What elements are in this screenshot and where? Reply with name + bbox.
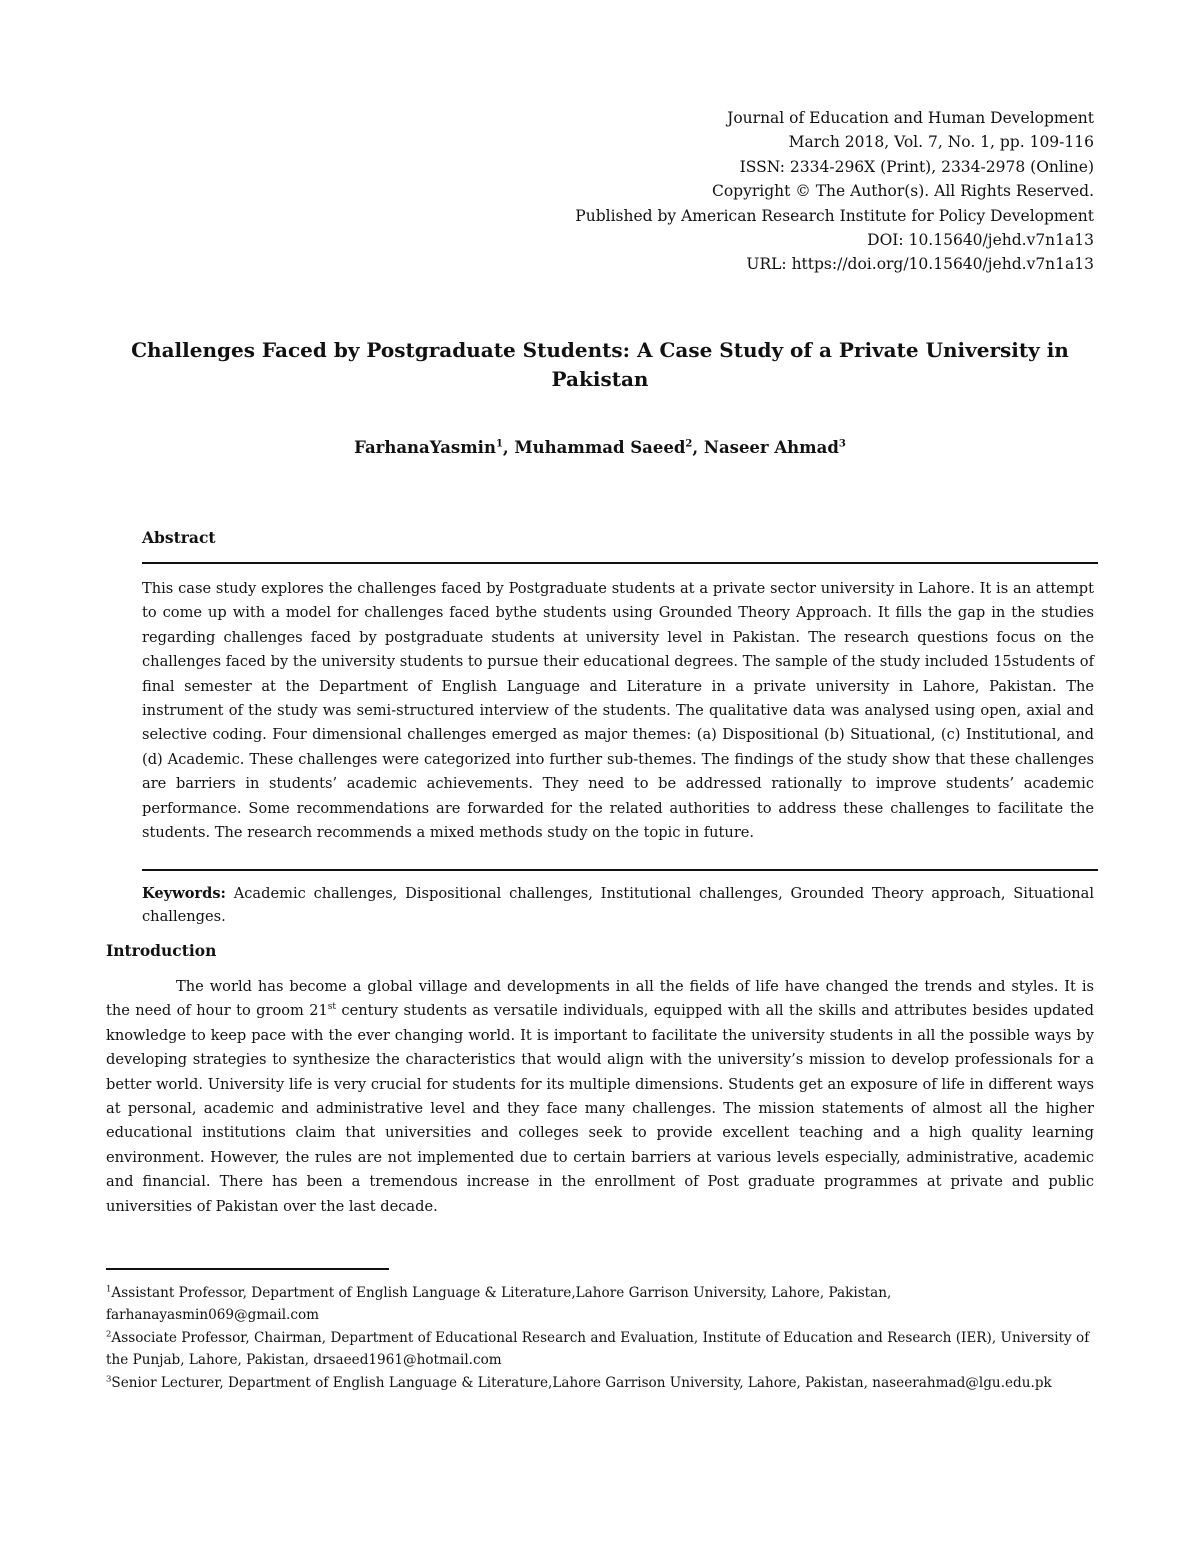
journal-name: Journal of Education and Human Development	[727, 109, 1094, 127]
journal-info	[575, 106, 1094, 277]
footnote-mark: 2	[106, 1329, 112, 1340]
introduction-paragraph	[106, 975, 1094, 1219]
paper-title: Challenges Faced by Postgraduate Students: A Case Study of a Private University in Pakistan	[131, 338, 1069, 391]
author-name: FarhanaYasmin	[354, 438, 496, 457]
abstract-top-rule	[142, 562, 1098, 564]
author-separator: ,	[692, 438, 704, 457]
introduction-heading: Introduction	[106, 941, 217, 960]
journal-issn: ISSN: 2334-296X (Print), 2334-2978 (Online)	[739, 157, 1094, 176]
journal-publisher: Published by American Research Institute for Policy Development	[575, 206, 1094, 225]
keywords-text: Academic challenges, Dispositional challenges, Institutional challenges, Grounded Theory approach, Situational challenges.	[142, 885, 1094, 925]
intro-text-part: The world has become a global village and developments in all the fields of life have changed the trends and styles. It is the need of hour to groom 21	[106, 978, 1094, 1020]
footnote	[106, 1282, 1094, 1326]
author-separator: ,	[502, 438, 515, 457]
footnote-mark: 3	[106, 1374, 112, 1385]
author-name: Naseer Ahmad	[703, 438, 839, 457]
abstract-text: This case study explores the challenges faced by Postgraduate students at a private sector university in Lahore. It is an attempt to come up with a model for challenges faced bythe students using Grounded Theory Approach. It fills the gap in the studies regarding challenges faced by postgraduate students at university level in Pakistan. The research questions focus on the challenges faced by the university students to pursue their educational degrees. The sample of the study included 15students of final semester at the Department of English Language and Literature in a private university in Lahore, Pakistan. The instrument of the study was semi-structured interview of the students. The qualitative data was analysed using open, axial and selective coding. Four dimensional challenges emerged as major themes: (a) Dispositional (b) Situational, (c) Institutional, and (d) Academic. These challenges were categorized into further sub-themes. The findings of the study show that these challenges are barriers in students’ academic achievements. They need to be addressed rationally to improve students’ academic performance. Some recommendations are forwarded for the related authorities to address these challenges to facilitate the students. The research recommends a mixed methods study on the topic in future.	[142, 580, 1094, 842]
keywords-label: Keywords:	[142, 885, 226, 902]
footnote-separator	[106, 1268, 389, 1270]
intro-text-part: century students as versatile individuals, equipped with all the skills and attributes besides updated knowledge to keep pace with the ever changing world. It is important to facilitate the university students in all the possible ways by developing strategies to synthesize the characteristics that would align with the university’s mission to develop professionals for a better world. University life is very crucial for students for its multiple dimensions. Students get an exposure of life in different ways at personal, academic and administrative level and they face many challenges. The mission statements of almost all the higher educational institutions claim that universities and colleges seek to provide excellent teaching and a high quality learning environment. However, the rules are not implemented due to certain barriers at various levels especially, administrative, academic and financial. There has been a tremendous increase in the enrollment of Post graduate programmes at private and public universities of Pakistan over the last decade.	[106, 1002, 1094, 1215]
author-name: Muhammad Saeed	[514, 438, 686, 457]
footnote-text: Senior Lecturer, Department of English Language & Literature,Lahore Garrison University, Lahore, Pakistan, naseerahmad@lgu.edu.pk	[111, 1375, 1052, 1391]
author-affiliation-mark: 2	[685, 438, 693, 450]
journal-copyright: Copyright © The Author(s). All Rights Reserved.	[711, 182, 1094, 201]
footnote-mark: 1	[106, 1284, 112, 1295]
journal-issue: March 2018, Vol. 7, No. 1, pp. 109-116	[788, 133, 1094, 152]
abstract-heading: Abstract	[142, 528, 216, 547]
ordinal-superscript: st	[327, 1002, 337, 1013]
journal-url: URL: https://doi.org/10.15640/jehd.v7n1a13	[746, 255, 1094, 274]
footnotes	[106, 1282, 1094, 1395]
footnote	[106, 1327, 1094, 1371]
author-affiliation-mark: 1	[495, 438, 503, 450]
author-list	[106, 436, 1094, 460]
journal-doi: DOI: 10.15640/jehd.v7n1a13	[867, 231, 1094, 250]
footnote-text: Associate Professor, Chairman, Department of Educational Research and Evaluation, Institute of Education and Research (IER), University of the Punjab, Lahore, Pakistan, drsaeed1961@hotmail.com	[106, 1330, 1090, 1368]
keywords	[142, 882, 1094, 928]
abstract-bottom-rule	[142, 869, 1098, 871]
footnote	[106, 1372, 1094, 1394]
footnote-text: Assistant Professor, Department of English Language & Literature,Lahore Garrison University, Lahore, Pakistan, farhanayasmin069@gmail.com	[106, 1285, 892, 1323]
author-affiliation-mark: 3	[838, 438, 846, 450]
